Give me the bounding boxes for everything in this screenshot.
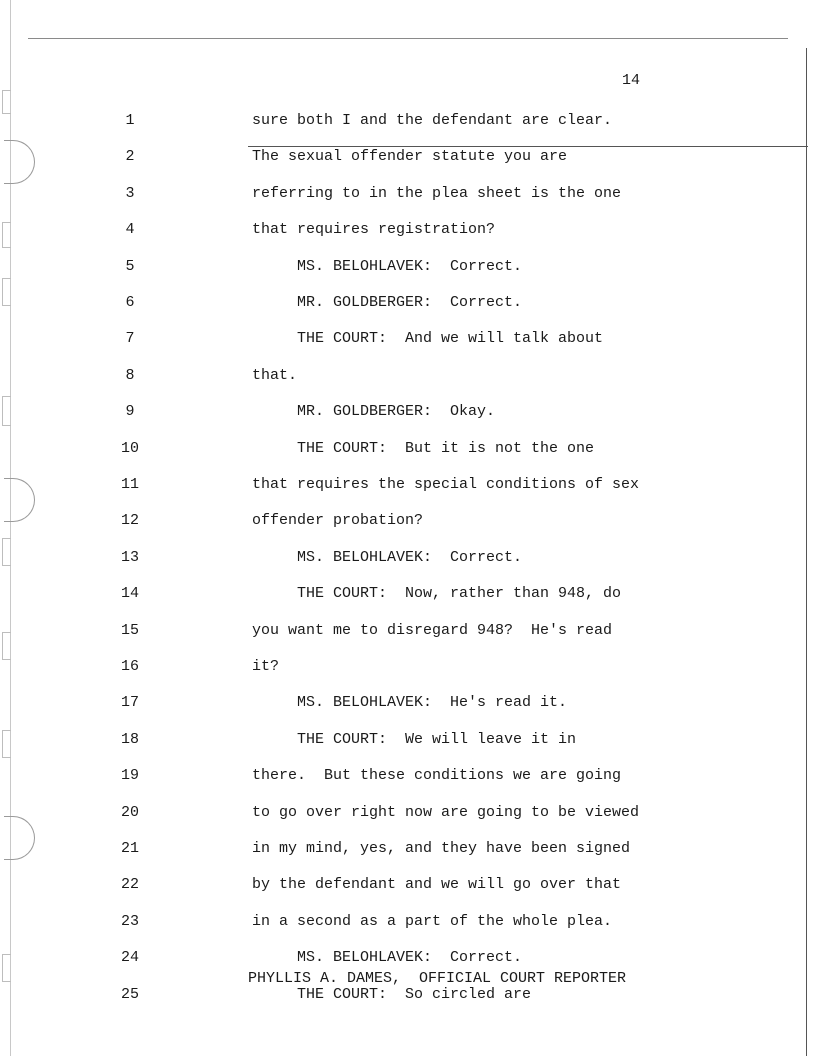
transcript-line-text: offender probation? [252, 512, 424, 529]
line-number: 11 [120, 476, 139, 493]
transcript-line-text: MR. GOLDBERGER: Okay. [252, 403, 496, 420]
line-number: 24 [120, 949, 139, 966]
transcript-line-text: it? [252, 658, 280, 675]
transcript-line-text: to go over right now are going to be viewed [252, 804, 640, 821]
line-number: 17 [120, 694, 139, 711]
punch-hole-mark [4, 140, 35, 184]
line-number: 14 [120, 585, 139, 602]
punch-hole-mark [4, 816, 35, 860]
scan-line-artifact [248, 146, 808, 147]
transcript-line-text: The sexual offender statute you are [252, 148, 568, 165]
scan-edge-mark [2, 632, 11, 660]
transcript-line-text: THE COURT: But it is not the one [252, 440, 595, 457]
line-number: 16 [120, 658, 139, 675]
transcript-line-text: THE COURT: Now, rather than 948, do [252, 585, 622, 602]
scan-edge-mark [2, 538, 11, 566]
punch-hole-mark [4, 478, 35, 522]
transcript-line-text: referring to in the plea sheet is the one [252, 185, 622, 202]
scan-edge-mark [2, 954, 11, 982]
transcript-line-text: MS. BELOHLAVEK: Correct. [252, 549, 523, 566]
transcript-line-text: that requires the special conditions of sex [252, 476, 640, 493]
line-number: 4 [125, 221, 135, 238]
line-number: 25 [120, 986, 139, 1003]
transcript-line-text: MS. BELOHLAVEK: Correct. [252, 949, 523, 966]
line-number: 22 [120, 876, 139, 893]
line-number: 8 [125, 367, 135, 384]
transcript-line-text: MS. BELOHLAVEK: He's read it. [252, 694, 568, 711]
line-number: 2 [125, 148, 135, 165]
line-number: 23 [120, 913, 139, 930]
page-number: 14 [622, 72, 641, 89]
transcript-line-text: MR. GOLDBERGER: Correct. [252, 294, 523, 311]
court-reporter-footer: PHYLLIS A. DAMES, OFFICIAL COURT REPORTER [248, 970, 627, 987]
transcript-line-text: MS. BELOHLAVEK: Correct. [252, 258, 523, 275]
line-number: 5 [125, 258, 135, 275]
transcript-line-text: THE COURT: And we will talk about [252, 330, 604, 347]
line-number: 6 [125, 294, 135, 311]
line-number: 10 [120, 440, 139, 457]
transcript-line-text: in my mind, yes, and they have been signed [252, 840, 631, 857]
scan-edge-mark [2, 730, 11, 758]
transcript-line-text: there. But these conditions we are going [252, 767, 622, 784]
transcript-line-text: in a second as a part of the whole plea. [252, 913, 613, 930]
transcript-line-text: THE COURT: So circled are [252, 986, 532, 1003]
transcript-line-text: by the defendant and we will go over that [252, 876, 622, 893]
line-number: 21 [120, 840, 139, 857]
transcript-line-text: you want me to disregard 948? He's read [252, 622, 613, 639]
line-number: 20 [120, 804, 139, 821]
scan-edge-mark [2, 396, 11, 426]
transcript-line-text: that. [252, 367, 298, 384]
scan-edge-mark [2, 278, 11, 306]
scan-top-rule [28, 38, 788, 39]
line-number: 12 [120, 512, 139, 529]
line-number: 19 [120, 767, 139, 784]
line-number: 3 [125, 185, 135, 202]
scan-edge-mark [2, 222, 11, 248]
line-number: 7 [125, 330, 135, 347]
line-number: 13 [120, 549, 139, 566]
line-number: 9 [125, 403, 135, 420]
scan-edge-mark [2, 90, 11, 114]
line-number: 1 [125, 112, 135, 129]
line-number: 15 [120, 622, 139, 639]
transcript-line-text: sure both I and the defendant are clear. [252, 112, 613, 129]
transcript-line-text: that requires registration? [252, 221, 496, 238]
line-number: 18 [120, 731, 139, 748]
scan-right-rule [806, 48, 807, 1056]
transcript-line-text: THE COURT: We will leave it in [252, 731, 577, 748]
